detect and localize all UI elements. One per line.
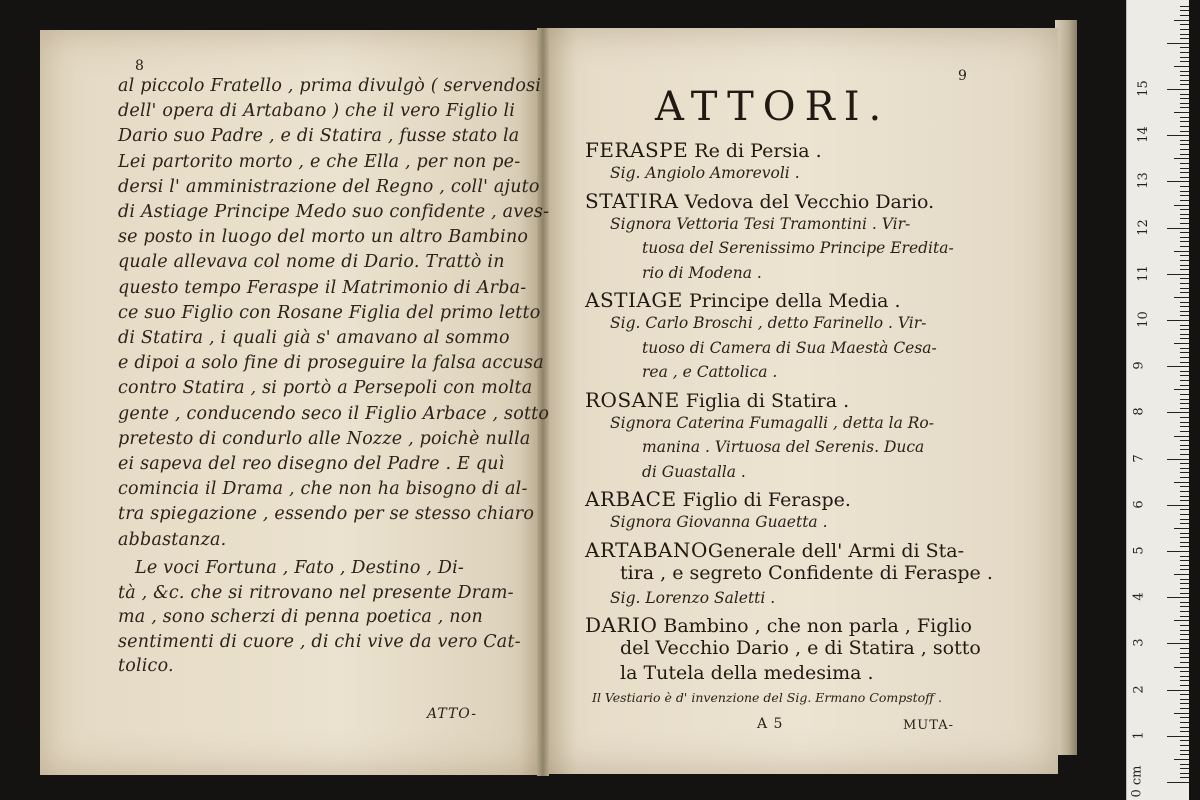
- singer-name: Signora Caterina Fumagalli , detta la Ro-: [610, 413, 934, 432]
- ruler-tick: [1180, 708, 1189, 709]
- ruler-tick: [1180, 616, 1189, 617]
- ruler-tick: [1180, 722, 1189, 723]
- ruler-tick: [1180, 764, 1189, 765]
- ruler-tick: [1167, 736, 1189, 737]
- ruler-tick: [1174, 343, 1189, 344]
- ruler-tick: [1180, 611, 1189, 612]
- ruler-tick: [1180, 98, 1189, 99]
- ruler-tick: [1180, 727, 1189, 728]
- ruler-tick: [1180, 639, 1189, 640]
- ruler-tick: [1180, 214, 1189, 215]
- character-name: STATIRA: [585, 188, 679, 213]
- ruler-number: 12: [1135, 218, 1151, 236]
- ruler-tick: [1167, 782, 1189, 783]
- ruler-tick: [1180, 537, 1189, 538]
- ruler-tick: [1167, 43, 1189, 44]
- ruler-tick: [1180, 533, 1189, 534]
- character-name: ARTABANO: [585, 537, 708, 562]
- ruler-tick: [1180, 556, 1189, 557]
- body-text-line: di Statira , i quali già s' amavano al sommo: [118, 328, 510, 348]
- singer-name: Sig. Carlo Broschi , detto Farinello . Vir-: [610, 314, 927, 332]
- ruler-tick: [1180, 431, 1189, 432]
- ruler-tick: [1167, 459, 1189, 460]
- ruler-number: 4: [1131, 592, 1147, 601]
- ruler-tick: [1180, 302, 1189, 303]
- ruler-tick: [1174, 574, 1189, 575]
- ruler-tick: [1180, 177, 1189, 178]
- ruler-tick: [1180, 750, 1189, 751]
- ruler-tick: [1180, 163, 1189, 164]
- ruler-tick: [1180, 265, 1189, 266]
- ruler-tick: [1180, 144, 1189, 145]
- character-role: Generale dell' Armi di Sta-: [707, 539, 965, 562]
- ruler-tick: [1180, 731, 1189, 732]
- ruler-tick: [1167, 551, 1189, 552]
- ruler-tick: [1180, 657, 1189, 658]
- body-text-line: ei sapeva del reo disegno del Padre . E quì: [118, 454, 505, 474]
- ruler-tick: [1167, 274, 1189, 275]
- ruler-tick: [1180, 426, 1189, 427]
- ruler-tick: [1180, 131, 1189, 132]
- ruler-tick: [1180, 306, 1189, 307]
- note-text-line: Le voci Fortuna , Fato , Destino , Di-: [135, 558, 464, 578]
- ruler-tick: [1180, 24, 1189, 25]
- ruler-tick: [1180, 648, 1189, 649]
- ruler-tick: [1180, 463, 1189, 464]
- ruler-tick: [1167, 181, 1189, 182]
- body-text-line: dersi l' amministrazione del Regno , coll' ajuto: [118, 176, 540, 197]
- ruler-tick: [1180, 509, 1189, 510]
- body-text-line: questo tempo Feraspe il Matrimonio di Arba-: [118, 277, 527, 298]
- ruler-tick: [1180, 172, 1189, 173]
- ruler-tick: [1174, 20, 1189, 21]
- note-text-line: ma , sono scherzi di penna poetica , non: [118, 607, 483, 627]
- ruler-tick: [1167, 135, 1189, 136]
- ruler-tick: [1180, 288, 1189, 289]
- ruler-tick: [1174, 66, 1189, 67]
- ruler-tick: [1180, 694, 1189, 695]
- ruler-tick: [1180, 103, 1189, 104]
- ruler-tick: [1180, 218, 1189, 219]
- ruler-tick: [1180, 140, 1189, 141]
- ruler-tick: [1180, 375, 1189, 376]
- ruler-number: 15: [1135, 80, 1151, 97]
- singer-name: rea , e Cattolica .: [642, 363, 778, 381]
- ruler-tick: [1180, 149, 1189, 150]
- character-role: Figlio di Feraspe.: [676, 489, 851, 511]
- body-text-line: abbastanza.: [118, 529, 227, 550]
- cast-entry: [585, 288, 901, 312]
- ruler-tick: [1180, 385, 1189, 386]
- ruler-tick: [1174, 436, 1189, 437]
- ruler-number: 13: [1135, 172, 1151, 190]
- body-text-line: pretesto di condurlo alle Nozze , poichè nulla: [118, 428, 531, 449]
- left-catchword: ATTO-: [427, 706, 478, 722]
- body-text-line: Lei partorito morto , e che Ella , per non pe-: [118, 151, 521, 172]
- ruler-number: 14: [1135, 126, 1151, 143]
- ruler-tick: [1174, 667, 1189, 668]
- ruler-tick: [1180, 583, 1189, 584]
- ruler-tick: [1180, 126, 1189, 127]
- body-text-line: quale allevava col nome di Dario. Trattò in: [118, 252, 505, 273]
- ruler-tick: [1180, 191, 1189, 192]
- ruler-tick: [1180, 195, 1189, 196]
- ruler-tick: [1180, 246, 1189, 247]
- ruler-tick: [1180, 362, 1189, 363]
- ruler-tick: [1180, 329, 1189, 330]
- ruler-tick: [1174, 297, 1189, 298]
- book-gutter: [537, 28, 549, 776]
- ruler-tick: [1180, 10, 1189, 11]
- ruler-tick: [1180, 630, 1189, 631]
- ruler-tick: [1180, 338, 1189, 339]
- ruler-tick: [1180, 445, 1189, 446]
- ruler-tick: [1180, 154, 1189, 155]
- character-role-continued: la Tutela della medesima .: [620, 662, 874, 684]
- character-role-continued: tira , e segreto Confidente di Feraspe .: [620, 561, 993, 584]
- ruler-tick: [1180, 334, 1189, 335]
- ruler-tick: [1180, 472, 1189, 473]
- ruler-tick: [1180, 676, 1189, 677]
- ruler-tick: [1180, 57, 1189, 58]
- ruler-tick: [1180, 634, 1189, 635]
- ruler-tick: [1180, 107, 1189, 108]
- ruler-tick: [1180, 315, 1189, 316]
- ruler-tick: [1180, 523, 1189, 524]
- body-text-line: Dario suo Padre , e di Statira , fusse stato la: [118, 126, 520, 147]
- ruler-tick: [1180, 745, 1189, 746]
- ruler-tick: [1180, 283, 1189, 284]
- ruler-tick: [1180, 417, 1189, 418]
- ruler-tick: [1180, 680, 1189, 681]
- ruler-tick: [1180, 94, 1189, 95]
- singer-name: Sig. Angiolo Amorevoli .: [610, 164, 800, 182]
- ruler-number: 5: [1131, 546, 1147, 555]
- ruler-tick: [1180, 422, 1189, 423]
- ruler-tick: [1180, 168, 1189, 169]
- ruler-tick: [1180, 223, 1189, 224]
- ruler-tick: [1180, 754, 1189, 755]
- character-name: ASTIAGE: [585, 288, 683, 312]
- ruler-tick: [1180, 542, 1189, 543]
- ruler-tick: [1167, 412, 1189, 413]
- body-text-line: comincia il Drama , che non ha bisogno di al-: [118, 479, 528, 500]
- right-page-number: 9: [958, 68, 967, 84]
- ruler-tick: [1180, 232, 1189, 233]
- ruler-number: 11: [1135, 265, 1151, 282]
- ruler-number: 0 cm: [1129, 765, 1145, 798]
- ruler-tick: [1180, 625, 1189, 626]
- singer-name: tuosa del Serenissimo Principe Eredita-: [642, 239, 954, 257]
- ruler-tick: [1180, 278, 1189, 279]
- ruler-tick: [1167, 597, 1189, 598]
- ruler-tick: [1167, 320, 1189, 321]
- ruler-tick: [1180, 371, 1189, 372]
- ruler-tick: [1180, 519, 1189, 520]
- ruler-tick: [1180, 357, 1189, 358]
- ruler-tick: [1174, 205, 1189, 206]
- ruler-tick: [1180, 685, 1189, 686]
- ruler-tick: [1180, 593, 1189, 594]
- ruler-tick: [1180, 565, 1189, 566]
- singer-name: rio di Modena .: [642, 263, 762, 282]
- body-text-line: di Astiage Principe Medo suo confidente , aves-: [118, 202, 550, 222]
- ruler-tick: [1180, 768, 1189, 769]
- page-edges: [1055, 20, 1077, 755]
- ruler-tick: [1180, 740, 1189, 741]
- ruler-tick: [1180, 486, 1189, 487]
- ruler-tick: [1180, 703, 1189, 704]
- measuring-ruler: [1126, 0, 1189, 800]
- ruler-tick: [1180, 121, 1189, 122]
- singer-name: tuoso di Camera di Sua Maestà Cesa-: [642, 338, 937, 357]
- body-text-line: e dipoi a solo fine di proseguire la falsa accusa: [118, 353, 544, 374]
- ruler-tick: [1180, 255, 1189, 256]
- ruler-tick: [1167, 643, 1189, 644]
- ruler-tick: [1180, 546, 1189, 547]
- ruler-tick: [1180, 241, 1189, 242]
- ruler-number: 8: [1131, 407, 1147, 417]
- ruler-tick: [1180, 468, 1189, 469]
- note-text-line: tolico.: [118, 656, 174, 676]
- ruler-tick: [1180, 408, 1189, 409]
- ruler-tick: [1174, 389, 1189, 390]
- character-role: Bambino , che non parla , Figlio: [657, 615, 972, 637]
- ruler-tick: [1167, 89, 1189, 90]
- ruler-tick: [1180, 777, 1189, 778]
- character-role: Figlia di Statira .: [679, 389, 850, 412]
- ruler-tick: [1180, 29, 1189, 30]
- left-page-number: 8: [135, 58, 144, 74]
- ruler-number: 1: [1131, 731, 1147, 740]
- ruler-tick: [1180, 394, 1189, 395]
- ruler-tick: [1174, 251, 1189, 252]
- body-text-line: contro Statira , si portò a Persepoli con molta: [118, 378, 533, 399]
- cast-entry: [585, 189, 934, 213]
- ruler-tick: [1180, 38, 1189, 39]
- ruler-tick: [1174, 482, 1189, 483]
- ruler-tick: [1180, 292, 1189, 293]
- ruler-tick: [1180, 588, 1189, 589]
- signature-mark: A 5: [757, 716, 784, 732]
- ruler-tick: [1180, 209, 1189, 210]
- ruler-tick: [1180, 500, 1189, 501]
- ruler-tick: [1180, 352, 1189, 353]
- ruler-tick: [1180, 579, 1189, 580]
- ruler-tick: [1180, 325, 1189, 326]
- ruler-tick: [1180, 606, 1189, 607]
- ruler-tick: [1180, 454, 1189, 455]
- ruler-number: 9: [1131, 361, 1147, 370]
- singer-name: manina . Virtuosa del Serenis. Duca: [642, 438, 925, 456]
- ruler-number: 7: [1131, 453, 1147, 463]
- ruler-tick: [1174, 620, 1189, 621]
- note-text-line: sentimenti di cuore , di chi vive da vero Cat-: [118, 631, 521, 652]
- ruler-tick: [1180, 403, 1189, 404]
- ruler-tick: [1180, 399, 1189, 400]
- singer-name: Sig. Lorenzo Saletti .: [610, 588, 776, 607]
- singer-name: Signora Vettoria Tesi Tramontini . Vir-: [610, 214, 911, 233]
- ruler-tick: [1174, 158, 1189, 159]
- ruler-number: 10: [1135, 311, 1151, 328]
- character-name: DARIO: [585, 613, 658, 637]
- ruler-tick: [1180, 6, 1189, 7]
- ruler-tick: [1167, 505, 1189, 506]
- page-title: ATTORI.: [655, 84, 891, 130]
- ruler-tick: [1167, 366, 1189, 367]
- body-text-line: se posto in luogo del morto un altro Bambino: [118, 227, 529, 248]
- singer-name: Signora Giovanna Guaetta .: [610, 513, 828, 531]
- ruler-tick: [1174, 713, 1189, 714]
- ruler-tick: [1180, 496, 1189, 497]
- ruler-tick: [1174, 112, 1189, 113]
- ruler-tick: [1174, 759, 1189, 760]
- ruler-tick: [1180, 717, 1189, 718]
- ruler-tick: [1180, 348, 1189, 349]
- ruler-number: 3: [1131, 638, 1147, 648]
- ruler-tick: [1180, 311, 1189, 312]
- ruler-tick: [1180, 380, 1189, 381]
- ruler-tick: [1180, 237, 1189, 238]
- ruler-tick: [1180, 514, 1189, 515]
- body-text-line: tra spiegazione , essendo per se stesso chiaro: [118, 504, 535, 525]
- ruler-number: 6: [1131, 500, 1147, 509]
- body-text-line: al piccolo Fratello , prima divulgò ( servendosi: [118, 76, 542, 96]
- footnote: Il Vestiario è d' invenzione del Sig. Ermano Compstoff .: [592, 690, 942, 705]
- right-catchword: MUTA-: [903, 718, 955, 733]
- singer-name: di Guastalla .: [642, 462, 746, 481]
- ruler-tick: [1180, 699, 1189, 700]
- ruler-tick: [1180, 662, 1189, 663]
- cast-entry: [585, 487, 851, 511]
- ruler-tick: [1180, 449, 1189, 450]
- ruler-tick: [1180, 80, 1189, 81]
- cast-entry: [585, 538, 964, 562]
- ruler-tick: [1174, 528, 1189, 529]
- character-role-continued: del Vecchio Dario , e di Statira , sotto: [620, 637, 981, 659]
- ruler-tick: [1180, 440, 1189, 441]
- cast-entry: [585, 138, 822, 162]
- ruler-tick: [1180, 671, 1189, 672]
- ruler-tick: [1180, 477, 1189, 478]
- ruler-tick: [1180, 52, 1189, 53]
- ruler-tick: [1180, 71, 1189, 72]
- ruler-tick: [1180, 491, 1189, 492]
- ruler-tick: [1180, 200, 1189, 201]
- ruler-tick: [1180, 260, 1189, 261]
- cast-entry: [585, 388, 849, 412]
- ruler-tick: [1167, 228, 1189, 229]
- ruler-tick: [1180, 84, 1189, 85]
- ruler-tick: [1180, 602, 1189, 603]
- ruler-tick: [1180, 34, 1189, 35]
- body-text-line: dell' opera di Artabano ) che il vero Figlio li: [118, 101, 516, 122]
- body-text-line: gente , conducendo seco il Figlio Arbace , sotto: [118, 403, 550, 424]
- note-text-line: tà , &c. che si ritrovano nel presente Dram-: [118, 582, 514, 603]
- ruler-tick: [1180, 47, 1189, 48]
- ruler-tick: [1180, 569, 1189, 570]
- ruler-tick: [1180, 653, 1189, 654]
- cast-entry: [585, 613, 972, 637]
- character-role: Vedova del Vecchio Dario.: [678, 190, 935, 213]
- ruler-tick: [1180, 15, 1189, 16]
- ruler-tick: [1180, 269, 1189, 270]
- ruler-tick: [1180, 560, 1189, 561]
- ruler-tick: [1180, 186, 1189, 187]
- ruler-tick: [1167, 690, 1189, 691]
- ruler-number: 2: [1131, 684, 1147, 694]
- character-name: ARBACE: [585, 487, 677, 511]
- character-name: ROSANE: [585, 387, 680, 412]
- ruler-tick: [1180, 117, 1189, 118]
- ruler-tick: [1180, 773, 1189, 774]
- body-text-line: ce suo Figlio con Rosane Figlia del primo letto: [118, 302, 541, 323]
- character-name: FERASPE: [585, 138, 689, 162]
- ruler-tick: [1180, 75, 1189, 76]
- ruler-tick: [1180, 61, 1189, 62]
- character-role: Re di Persia .: [688, 140, 822, 162]
- character-role: Principe della Media .: [682, 290, 901, 312]
